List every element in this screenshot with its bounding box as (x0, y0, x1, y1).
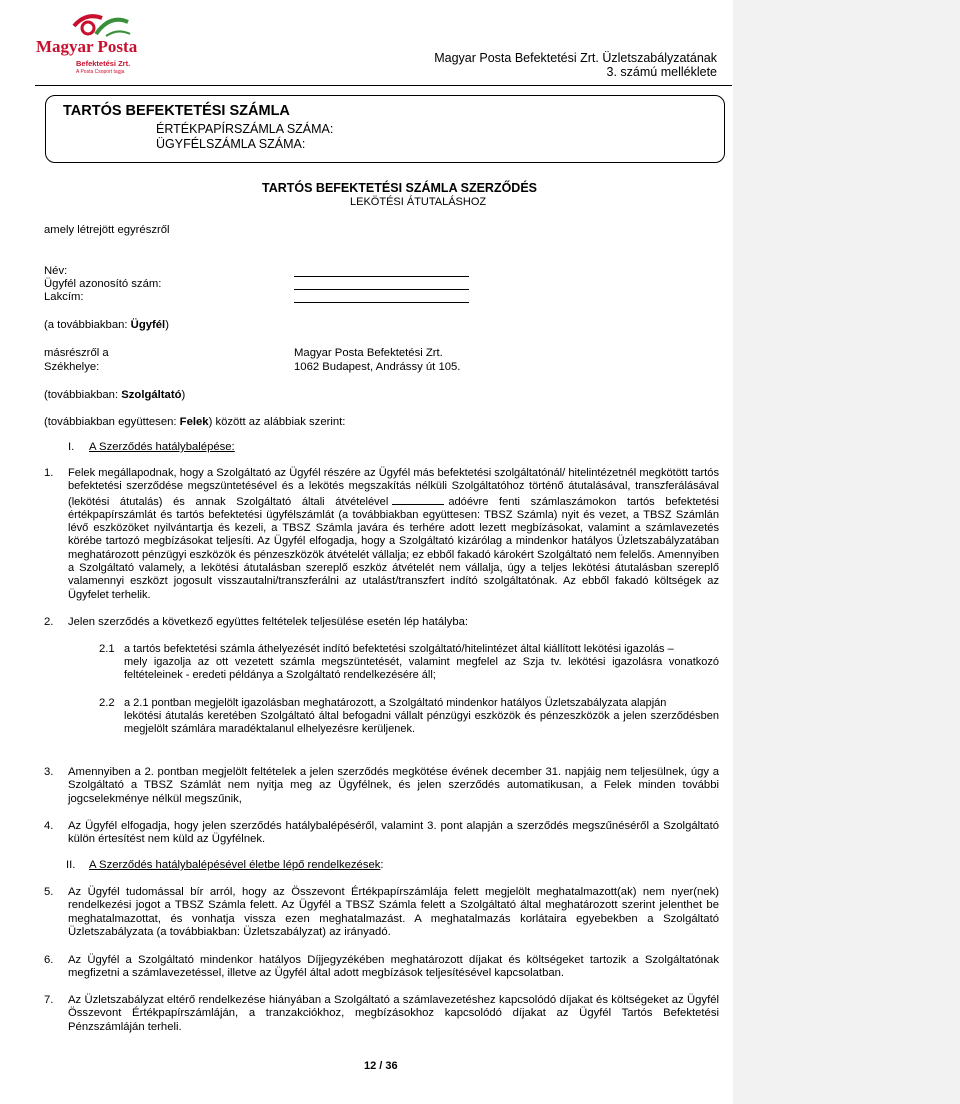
p2-1-number: 2.1 (99, 643, 115, 655)
p4-text: Az Ügyfél elfogadja, hogy jelen szerződés hatálybalépéséről, valamint 3. pont alapján a szerződés megszűnéséről a Szolgáltató külön értesítést nem küld az Ügyfélnek. (68, 820, 719, 846)
p7-number: 7. (44, 994, 54, 1006)
p2-2-text: lekötési átutalás keretében Szolgáltató által befogadni vállalt pénzügyi eszközök és pénzeszközök a jelen szerződésben megjelölt számlára maradéktalanul elhelyezésre kerüljenek. (124, 710, 719, 736)
securities-account-label: ÉRTÉKPAPÍRSZÁMLA SZÁMA: (156, 122, 334, 136)
client-address-label: Lakcím: (44, 291, 84, 303)
client-address-field[interactable] (294, 302, 469, 303)
header-line2: 3. számú melléklete (606, 65, 717, 79)
magyar-posta-logo (36, 8, 136, 78)
provider-name: Magyar Posta Befektetési Zrt. (294, 347, 443, 359)
client-term: Ügyfél (130, 319, 166, 331)
p1-number: 1. (44, 467, 54, 479)
p2-text: Jelen szerződés a következő együttes feltételek teljesülése esetén lép hatályba: (68, 616, 469, 628)
contract-intro: amely létrejött egyrészről (44, 224, 170, 236)
other-party-label: másrészről a (44, 347, 109, 359)
client-name-field[interactable] (294, 276, 469, 277)
p3-text: Amennyiben a 2. pontban megjelölt feltételek a jelen szerződés megkötése évének december 31. napjáig nem teljesülnek, úgy a Szolgáltató a TBSZ Számlát nem nyitja meg az Ügyfélnek, és jelen szerződés automatikusan, a Felek minden további jogcselekménye nélkül megszűnik, (68, 766, 719, 805)
client-id-label: Ügyfél azonosító szám: (44, 278, 162, 290)
p2-1-text: mely igazolja az ott vezetett számla megszüntetését, valamint megfelel az Szja tv. lekötési igazolásra vonatkozó feltételeinek - eredeti példánya a Szolgáltató rendelkezésére áll; (124, 656, 719, 682)
contract-title: TARTÓS BEFEKTETÉSI SZÁMLA SZERZŐDÉS (262, 181, 538, 195)
client-account-label: ÜGYFÉLSZÁMLA SZÁMA: (156, 137, 306, 151)
client-hereinafter: (a továbbiakban: Ügyfél) (44, 319, 169, 331)
provider-seat: 1062 Budapest, Andrássy út 105. (294, 361, 461, 373)
year-blank-field[interactable] (392, 494, 444, 505)
p2-2-number: 2.2 (99, 697, 115, 709)
client-name-label: Név: (44, 265, 68, 277)
parties-line: (továbbiakban együttesen: Felek) között az alábbiak szerint: (44, 416, 346, 428)
page-number: 12 / 36 (364, 1060, 398, 1072)
p5-text: Az Ügyfél tudomással bír arról, hogy az Összevont Értékpapírszámlája felett megjelölt meghatalmazott(ak) nem nyer(nek) rendelkezési jogot a TBSZ Számla felett. Az Ügyfél a TBSZ Számla felett a Szolgáltató által meghatározott szerint jelenthet be meghatalmazottat, és vonhatja vissza ezen meghatalmazást. A meghatalmazás korlátaira egyebekben a Szolgáltató Üzletszabályzata (a továbbiakban: Üzletszabályzat) az irányadó. (68, 886, 719, 938)
contract-subtitle: LEKÖTÉSI ÁTUTALÁSHOZ (350, 196, 487, 208)
provider-hereinafter: (továbbiakban: Szolgáltató) (44, 389, 186, 401)
section2-number: II. (66, 859, 76, 871)
p2-number: 2. (44, 616, 54, 628)
section1-number: I. (68, 441, 75, 453)
comment-sidebar (733, 0, 960, 1104)
p6-number: 6. (44, 954, 54, 966)
p2-1-first-line: a tartós befektetési számla áthelyezését indító befektetési szolgáltató/hitelintézet által kiállított lekötési igazolás – (124, 643, 674, 655)
logo-sub2: A Posta Csoport tagja (76, 69, 125, 75)
p7-text: Az Üzletszabályzat eltérő rendelkezése hiányában a Szolgáltató a számlavezetéshez kapcsolódó díjakat és költségeket az Ügyfél Összevont Értékpapírszámláján, a tranzakciókhoz, megbízásokhoz kapcsolódó díjakat az Ügyfél Tartós Befektetési Pénzszámláján terheli. (68, 994, 719, 1033)
p4-number: 4. (44, 820, 54, 832)
p5-number: 5. (44, 886, 54, 898)
p3-number: 3. (44, 766, 54, 778)
p1-text: Felek megállapodnak, hogy a Szolgáltató az Ügyfél részére az Ügyfél más befektetési szolgáltatónál/ hitelintézetnél megkötött tartós befektetési szerződése megszüntetésével és a lekötés megszakítás nélküli Szolgáltatóhoz történő átutalásával, transzferálásával (lekötési átutalás) és annak Szolgáltató általi átvételével adóévre fenti számlaszámokon tartós befektetési értékpapírszámlát és tartós befektetési ügyfélszámlát (a továbbiakban együttesen: TBSZ Számla) nyit és vezet, a TBSZ Számlán lévő eszközöket nyilvántartja és kezeli, a TBSZ Számla javára és terhére adott lezett megbízásokat, valamint a számlavezetés körébe tartozó megbízásokat teljesíti. Az Ügyfél elfogadja, hogy a Szolgáltató kizárólag a mindenkor hatályos Üzletszabályzatában meghatározott pénzügyi eszközök és pénzeszközök átvételét vállalja; ez ebből fakadó károkért Szolgáltató nem felelős. Amennyiben a Szolgáltató valamely, a lekötési átutalásban szereplő eszköz átvételét nem vállalja, úgy a teljes lekötési átutalásban szereplő valamennyi eszközt jogosult visszautalni/transzferálni az utalást/transzfert indító szolgáltatónak. Az ebből fakadó költségek az Ügyfelet terhelik. (68, 467, 719, 601)
p6-text: Az Ügyfél a Szolgáltató mindenkor hatályos Díjjegyzékében meghatározott díjakat és költségeket tartozik a Szolgáltatónak megfizetni a számlavezetéssel, illetve az Ügyfél által adott megbízások teljesítésével kapcsolatban. (68, 954, 719, 980)
client-id-field[interactable] (294, 289, 469, 290)
logo-name: Magyar Posta (36, 37, 138, 56)
p2-2-first-line: a 2.1 pontban megjelölt igazolásban meghatározott, a Szolgáltató mindenkor hatályos Üzletszabályzata alapján (124, 697, 667, 709)
parties-term: Felek (179, 416, 209, 428)
header-divider (35, 85, 732, 86)
logo-sub1: Befektetési Zrt. (76, 59, 131, 68)
seat-label: Székhelye: (44, 361, 100, 373)
header-line1: Magyar Posta Befektetési Zrt. Üzletszabályzatának (434, 51, 717, 65)
account-title: TARTÓS BEFEKTETÉSI SZÁMLA (63, 103, 290, 119)
provider-term: Szolgáltató (121, 389, 182, 401)
section2-title: A Szerződés hatálybalépésével életbe lépő rendelkezések: (89, 859, 384, 871)
section1-title: A Szerződés hatálybalépése: (89, 441, 235, 453)
